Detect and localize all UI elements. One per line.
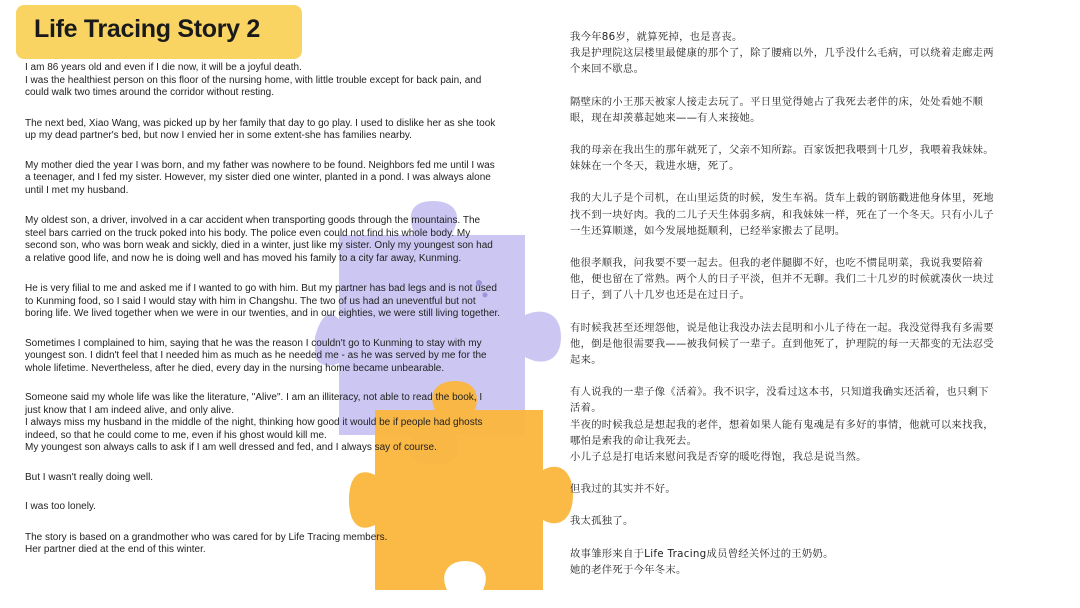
english-paragraph	[25, 283, 540, 321]
english-line: a teenager, and I fed my sister. However, my sister died one winter, planted in a pond. I was always alone	[25, 172, 491, 183]
chinese-line: 我太孤独了。	[570, 515, 634, 528]
chinese-paragraph	[570, 546, 1060, 578]
english-line: youngest son. I didn't feel that I needed him as much as he needed me - as he was served by me for the	[25, 350, 487, 361]
english-line: up my dead partner's bed, but now I envied her in some extent-she has families nearby.	[25, 130, 412, 141]
english-paragraph	[25, 62, 540, 100]
english-paragraph	[25, 160, 540, 198]
chinese-line: 我今年86岁，就算死掉，也是喜丧。	[570, 31, 743, 43]
chinese-line: 她的老伴死于今年冬末。	[570, 563, 687, 576]
english-line: I am 86 years old and even if I die now, it will be a joyful death.	[25, 62, 302, 73]
chinese-line: 但我过的其实并不好。	[570, 483, 676, 496]
english-line: Someone said my whole life was like the literature, "Alive". I am an illiteracy, not able to read the book, I	[25, 392, 483, 403]
title-box	[16, 5, 302, 59]
chinese-paragraph	[570, 94, 1060, 126]
english-line: He is very filial to me and asked me if I wanted to go with him. But my partner has bad legs and is not used	[25, 283, 497, 294]
english-line: The story is based on a grandmother who was cared for by Life Tracing members.	[25, 531, 388, 543]
page-title: Life Tracing Story 2	[34, 15, 261, 43]
english-line: Sometimes I complained to him, saying that he was the reason I couldn't go to Kunming to stay with my	[25, 337, 482, 349]
chinese-paragraph	[570, 29, 1060, 78]
chinese-line: 哪怕是索我的命让我死去。	[570, 434, 698, 447]
chinese-line: 他很孝顺我，问我要不要一起去。但我的老伴腿脚不好，也吃不惯昆明菜，我说我要陪着	[570, 257, 984, 270]
english-line: until I met my husband.	[25, 184, 129, 196]
english-line: to Kunming food, so I said I would stay with him in Changshu. The two of us had an uneventful but not	[25, 295, 476, 307]
english-line: My mother died the year I was born, and my father was nowhere to be found. Neighbors fed me until I was	[25, 159, 495, 171]
english-paragraph	[25, 118, 540, 143]
chinese-line: 眼，现在却羡慕起她来——有人来接她。	[570, 111, 761, 124]
chinese-paragraph	[570, 320, 1060, 369]
chinese-line: 妹妹在一个冬天，栽进水塘，死了。	[570, 160, 740, 173]
chinese-story-column	[570, 29, 1060, 578]
english-line: I always miss my husband in the middle of the night, thinking how good it would be if people had ghosts	[25, 417, 483, 428]
english-line: boring life. We lived together when we were in our twenties, and in our eighties, we were still living together.	[25, 308, 501, 319]
english-paragraph	[25, 472, 540, 485]
chinese-line: 起来。	[570, 354, 602, 367]
chinese-line: 小儿子总是打电话来慰问我是否穿的暖吃得饱，我总是说当然。	[570, 451, 867, 464]
chinese-line: 找不到一块好肉。我的二儿子天生体弱多病，和我妹妹一样，死在了一个冬天。只有小儿子	[570, 208, 994, 221]
chinese-paragraph	[570, 513, 1060, 529]
english-paragraph	[25, 532, 540, 557]
chinese-line: 他，便也留在了常熟。两个人的日子平淡，但并不无聊。我们二十几岁的时候就凑伙一块过	[570, 273, 994, 286]
chinese-line: 隔壁床的小王那天被家人接走去玩了。平日里觉得她占了我死去老伴的床，处处看她不顺	[570, 95, 984, 108]
english-line: My oldest son, a driver, involved in a car accident when transporting goods through the mountains. The	[25, 215, 481, 226]
chinese-line: 我的母亲在我出生的那年就死了，父亲不知所踪。百家饭把我喂到十几岁，我喂着我妹妹。	[570, 144, 994, 157]
english-line: just know that I am indeed alive, and only alive.	[25, 404, 235, 416]
english-line: I was the healthiest person on this floor of the nursing home, with little trouble except for back pain, and	[25, 74, 482, 86]
english-story-column	[25, 62, 540, 557]
chinese-paragraph	[570, 255, 1060, 304]
chinese-line: 日子，到了八十几岁也还是在过日子。	[570, 289, 751, 302]
english-line: whole lifetime. Nevertheless, after he died, every day in the nursing home became unbearable.	[25, 362, 445, 374]
english-line: My youngest son always calls to ask if I am well dressed and fed, and I always say of course.	[25, 442, 437, 453]
chinese-line: 我是护理院这层楼里最健康的那个了，除了腰痛以外，几乎没什么毛病，可以绕着走廊走两	[570, 47, 994, 60]
chinese-paragraph	[570, 190, 1060, 239]
chinese-line: 个来回不歇息。	[570, 63, 645, 76]
english-line: could walk two times around the corridor without resting.	[25, 87, 275, 98]
chinese-paragraph	[570, 384, 1060, 465]
english-line: Her partner died at the end of this winter.	[25, 544, 206, 555]
chinese-line: 半夜的时候我总是想起我的老伴，想着如果人能有鬼魂是有多好的事情，他就可以来找我，	[570, 418, 994, 431]
chinese-line: 我的大儿子是个司机，在山里运货的时候，发生车祸。货车上载的钢筋戳进他身体里，死地	[570, 192, 994, 205]
chinese-line: 他，倒是他很需要我——被我伺候了一辈子。直到他死了，护理院的每一天都变的无法忍受	[570, 337, 994, 350]
chinese-line: 一生还算顺遂，如今发展地挺顺利，已经举家搬去了昆明。	[570, 224, 846, 237]
english-paragraph	[25, 501, 540, 514]
english-line: second son, who was born weak and sickly, died in a winter, just like my sister. Only my youngest son had	[25, 240, 493, 251]
english-line: steel bars carried on the truck poked into his body. The police even could not find his whole body. My	[25, 227, 471, 239]
english-line: indeed, so that he could come to me, even if his ghost would kill me.	[25, 429, 327, 441]
english-line: The next bed, Xiao Wang, was picked up by her family that day to go play. I used to dislike her as she took	[25, 117, 496, 129]
english-paragraph	[25, 215, 540, 265]
chinese-line: 有人说我的一辈子像《活着》。我不识字，没看过这本书，只知道我确实还活着，也只剩下	[570, 386, 989, 399]
english-paragraph	[25, 392, 540, 455]
chinese-line: 有时候我甚至还埋怨他，说是他让我没办法去昆明和小儿子待在一起。我没觉得我有多需要	[570, 321, 994, 334]
english-line: But I wasn't really doing well.	[25, 471, 154, 483]
chinese-paragraph	[570, 142, 1060, 174]
english-paragraph	[25, 338, 540, 376]
chinese-paragraph	[570, 481, 1060, 497]
chinese-line: 活着。	[570, 402, 602, 415]
english-line: I was too lonely.	[25, 501, 96, 512]
chinese-line: 故事雏形来自于Life Tracing成员曾经关怀过的王奶奶。	[570, 547, 834, 560]
english-line: a relative good life, and now he is doing well and has moved his family to a city far away, Kunming.	[25, 252, 462, 264]
